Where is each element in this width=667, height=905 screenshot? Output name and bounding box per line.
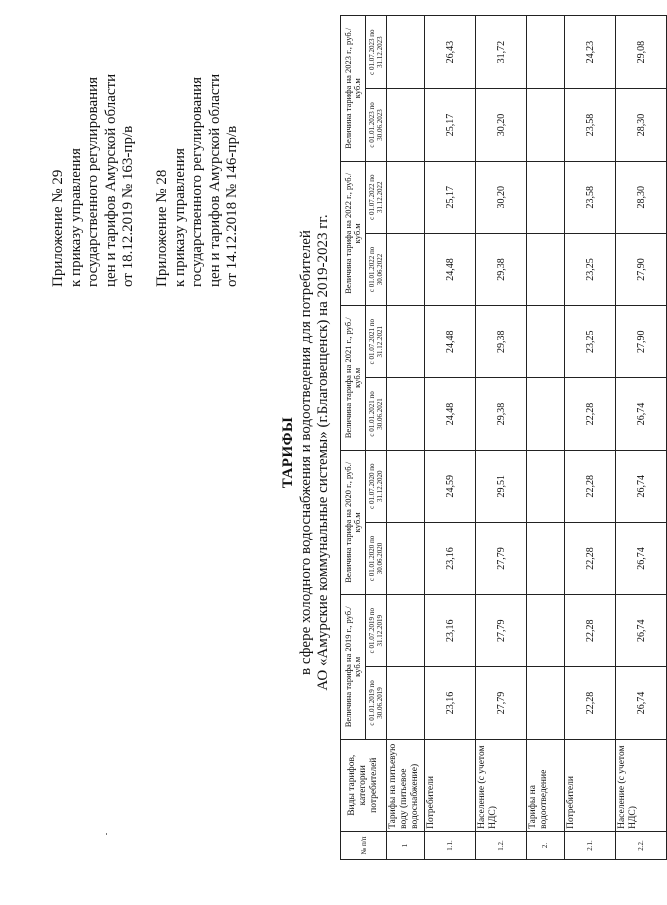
tariff-cell — [387, 522, 425, 594]
tariff-cell: 26,74 — [616, 450, 667, 522]
header-period: с 01.01.2022 по 30.06.2022 — [366, 233, 387, 305]
tariff-cell: 23,58 — [565, 161, 616, 233]
tariff-cell: 27,90 — [616, 233, 667, 305]
tariff-cell: 22,28 — [565, 667, 616, 739]
tariff-cell: 29,38 — [476, 233, 527, 305]
header-period: с 01.07.2022 по 31.12.2022 — [366, 161, 387, 233]
header-year-group: Величина тарифа на 2023 г., руб./куб.м — [341, 16, 366, 162]
document-title: ТАРИФЫ — [280, 416, 296, 489]
tariff-cell: 27,79 — [476, 667, 527, 739]
row-name: Население (с учетом НДС) — [616, 739, 667, 831]
tariff-table — [340, 15, 667, 860]
tariff-cell: 29,38 — [476, 378, 527, 450]
row-name: Население (с учетом НДС) — [476, 739, 527, 831]
row-number: 1 — [387, 831, 425, 859]
tariff-cell: 30,20 — [476, 89, 527, 161]
header-row-number: № п/п — [341, 831, 387, 859]
document-subtitle-line-2: АО «Амурские коммунальные системы» (г.Благовещенск) на 2019-2023 гг. — [315, 214, 331, 691]
tariff-cell — [387, 306, 425, 378]
scan-speck — [106, 833, 107, 835]
table-row — [616, 16, 667, 860]
row-name: Тарифы на питьевую воду (питьевое водоснабжение) — [387, 739, 425, 831]
row-number: 2.2. — [616, 831, 667, 859]
tariff-cell — [387, 233, 425, 305]
tariff-cell: 22,28 — [565, 522, 616, 594]
tariff-cell: 27,79 — [476, 595, 527, 667]
tariff-cell — [387, 450, 425, 522]
tariff-cell: 27,79 — [476, 522, 527, 594]
row-number: 1.2. — [476, 831, 527, 859]
tariff-cell: 22,28 — [565, 595, 616, 667]
row-name: Потребители — [565, 739, 616, 831]
row-name: Тарифы на водоотведение — [527, 739, 565, 831]
appendix-line: цен и тарифов Амурской области — [102, 73, 119, 287]
header-period: с 01.07.2019 по 31.12.2019 — [366, 595, 387, 667]
header-period: с 01.01.2021 по 30.06.2021 — [366, 378, 387, 450]
tariff-cell: 23,16 — [425, 595, 476, 667]
appendix-line: от 18.12.2019 № 163-пр/в — [120, 125, 136, 287]
tariff-cell — [527, 522, 565, 594]
header-year-group: Величина тарифа на 2021 г., руб./куб.м — [341, 306, 366, 451]
row-number: 2.1. — [565, 831, 616, 859]
tariff-cell — [527, 16, 565, 89]
appendix-line: государственного регулирования — [189, 76, 205, 287]
tariff-cell: 24,23 — [565, 16, 616, 89]
appendix-line: Приложение № 28 — [154, 169, 170, 287]
tariff-cell — [387, 89, 425, 161]
tariff-cell — [527, 378, 565, 450]
tariff-cell: 26,74 — [616, 522, 667, 594]
header-year-group: Величина тарифа на 2022 г., руб./куб.м — [341, 161, 366, 306]
tariff-cell: 24,48 — [425, 378, 476, 450]
table-header-row-periods — [366, 16, 387, 860]
header-year-group: Величина тарифа на 2020 г., руб./куб.м — [341, 450, 366, 595]
tariff-cell — [527, 667, 565, 739]
appendix-line: государственного регулирования — [85, 76, 101, 287]
header-period: с 01.01.2023 по 30.06.2023 — [366, 89, 387, 161]
document-subtitle-line-1: в сфере холодного водоснабжения и водоотведения для потребителей — [298, 230, 314, 675]
tariff-cell: 29,51 — [476, 450, 527, 522]
tariff-cell — [527, 233, 565, 305]
tariff-cell: 26,74 — [616, 667, 667, 739]
tariff-cell: 29,38 — [476, 306, 527, 378]
tariff-cell — [387, 667, 425, 739]
appendix-line: к приказу управления — [171, 148, 188, 287]
tariff-cell: 27,90 — [616, 306, 667, 378]
tariff-cell: 23,16 — [425, 667, 476, 739]
tariff-cell: 30,20 — [476, 161, 527, 233]
tariff-cell: 25,17 — [425, 161, 476, 233]
table-row — [527, 16, 565, 860]
table-row — [565, 16, 616, 860]
table-row — [476, 16, 527, 860]
tariff-cell — [387, 595, 425, 667]
header-year-group: Величина тарифа на 2019 г., руб./куб.м — [341, 595, 366, 740]
table-row — [387, 16, 425, 860]
tariff-cell — [527, 89, 565, 161]
header-period: с 01.07.2020 по 31.12.2020 — [366, 450, 387, 522]
tariff-cell: 28,30 — [616, 161, 667, 233]
header-period: с 01.07.2023 по 31.12.2023 — [366, 16, 387, 89]
row-number: 2. — [527, 831, 565, 859]
appendix-line: Приложение № 29 — [50, 169, 66, 287]
row-name: Потребители — [425, 739, 476, 831]
tariff-cell: 23,58 — [565, 89, 616, 161]
header-tariff-type: Виды тарифов, категории потребителей — [341, 739, 387, 831]
appendix-previous-block — [154, 74, 242, 287]
appendix-line: к приказу управления — [67, 148, 84, 287]
tariff-cell: 23,16 — [425, 522, 476, 594]
tariff-cell — [387, 378, 425, 450]
tariff-cell: 24,59 — [425, 450, 476, 522]
tariff-cell: 26,43 — [425, 16, 476, 89]
header-period: с 01.01.2020 по 30.06.2020 — [366, 522, 387, 594]
tariff-cell — [527, 595, 565, 667]
tariff-cell: 28,30 — [616, 89, 667, 161]
appendix-current-block — [50, 74, 138, 287]
tariff-cell: 22,28 — [565, 450, 616, 522]
tariff-cell: 23,25 — [565, 233, 616, 305]
tariff-cell: 25,17 — [425, 89, 476, 161]
tariff-cell: 22,28 — [565, 378, 616, 450]
appendix-line: цен и тарифов Амурской области — [206, 73, 223, 287]
tariff-cell: 26,74 — [616, 378, 667, 450]
tariff-cell: 26,74 — [616, 595, 667, 667]
tariff-cell: 24,48 — [425, 306, 476, 378]
header-period: с 01.01.2019 по 30.06.2019 — [366, 667, 387, 739]
tariff-cell — [387, 16, 425, 89]
tariff-cell: 24,48 — [425, 233, 476, 305]
tariff-cell: 29,08 — [616, 16, 667, 89]
appendix-line: от 14.12.2018 № 146-пр/в — [224, 125, 240, 287]
tariff-cell — [527, 161, 565, 233]
tariff-cell — [527, 306, 565, 378]
table-header-row-years — [341, 16, 366, 860]
row-number: 1.1. — [425, 831, 476, 859]
table-row — [425, 16, 476, 860]
header-period: с 01.07.2021 по 31.12.2021 — [366, 306, 387, 378]
tariff-cell: 23,25 — [565, 306, 616, 378]
tariff-cell — [387, 161, 425, 233]
tariff-cell — [527, 450, 565, 522]
tariff-cell: 31,72 — [476, 16, 527, 89]
